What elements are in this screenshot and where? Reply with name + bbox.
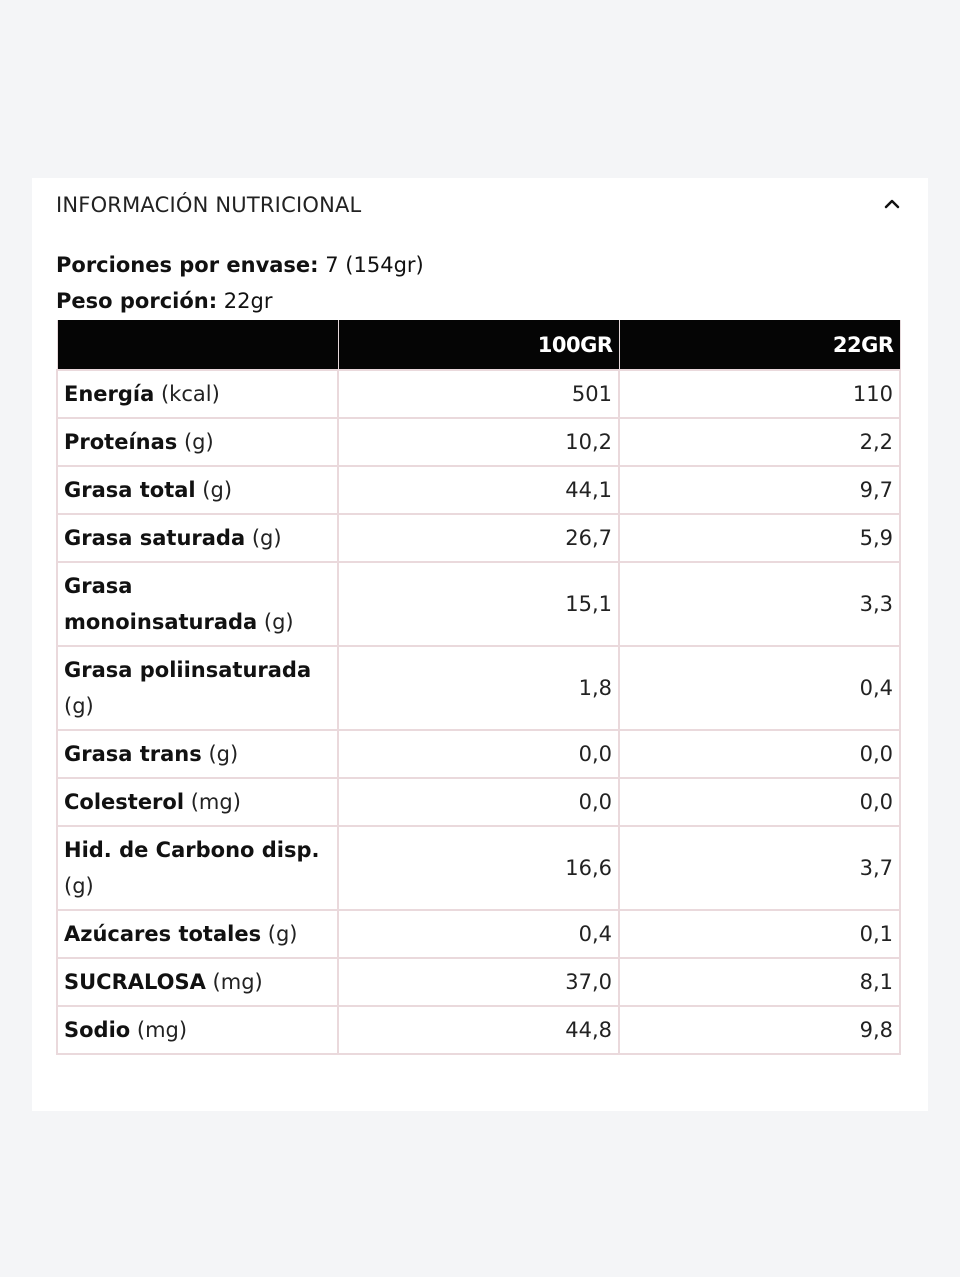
header-100gr: 100GR [338,320,619,370]
table-row [57,418,900,466]
nutrient-name: Proteínas (g) [57,418,338,466]
value-22gr: 0,0 [619,730,900,778]
table-row [57,730,900,778]
nutrient-name: Grasa monoinsaturada (g) [57,562,338,646]
servings-per-package [56,251,424,279]
value-22gr: 9,8 [619,1006,900,1054]
nutrient-name: Hid. de Carbono disp. (g) [57,826,338,910]
value-22gr: 5,9 [619,514,900,562]
nutrient-name: Colesterol (mg) [57,778,338,826]
servings-label: Porciones por envase: [56,253,319,277]
value-22gr: 0,0 [619,778,900,826]
nutrient-name: Grasa total (g) [57,466,338,514]
value-100gr: 10,2 [338,418,619,466]
value-100gr: 26,7 [338,514,619,562]
servings-value: 7 (154gr) [318,253,424,277]
value-100gr: 15,1 [338,562,619,646]
table-row [57,958,900,1006]
value-100gr: 501 [338,370,619,418]
table-row [57,910,900,958]
value-100gr: 44,8 [338,1006,619,1054]
table-row [57,370,900,418]
serving-weight-value: 22gr [217,289,273,313]
table-row [57,826,900,910]
value-100gr: 44,1 [338,466,619,514]
value-22gr: 0,4 [619,646,900,730]
nutrient-name: Azúcares totales (g) [57,910,338,958]
value-22gr: 110 [619,370,900,418]
table-row [57,646,900,730]
serving-weight-label: Peso porción: [56,289,218,313]
chevron-up-icon[interactable] [882,194,902,214]
value-100gr: 37,0 [338,958,619,1006]
value-22gr: 2,2 [619,418,900,466]
nutrition-table [56,320,901,1055]
table-header-row [57,320,900,370]
value-100gr: 0,0 [338,730,619,778]
header-nutrient [57,320,338,370]
nutrient-name: Grasa poliinsaturada (g) [57,646,338,730]
nutrient-name: Grasa trans (g) [57,730,338,778]
value-22gr: 3,7 [619,826,900,910]
value-100gr: 16,6 [338,826,619,910]
nutrient-name: SUCRALOSA (mg) [57,958,338,1006]
value-100gr: 1,8 [338,646,619,730]
panel-title: INFORMACIÓN NUTRICIONAL [56,193,362,217]
value-22gr: 9,7 [619,466,900,514]
table-row [57,562,900,646]
table-row [57,514,900,562]
value-100gr: 0,4 [338,910,619,958]
value-22gr: 3,3 [619,562,900,646]
table-row [57,778,900,826]
header-22gr: 22GR [619,320,900,370]
panel-header[interactable] [56,192,904,218]
nutrient-name: Grasa saturada (g) [57,514,338,562]
table-row [57,1006,900,1054]
table-row [57,466,900,514]
value-100gr: 0,0 [338,778,619,826]
value-22gr: 8,1 [619,958,900,1006]
nutrient-name: Energía (kcal) [57,370,338,418]
value-22gr: 0,1 [619,910,900,958]
nutrition-panel [32,178,928,1111]
serving-weight [56,287,272,315]
nutrient-name: Sodio (mg) [57,1006,338,1054]
